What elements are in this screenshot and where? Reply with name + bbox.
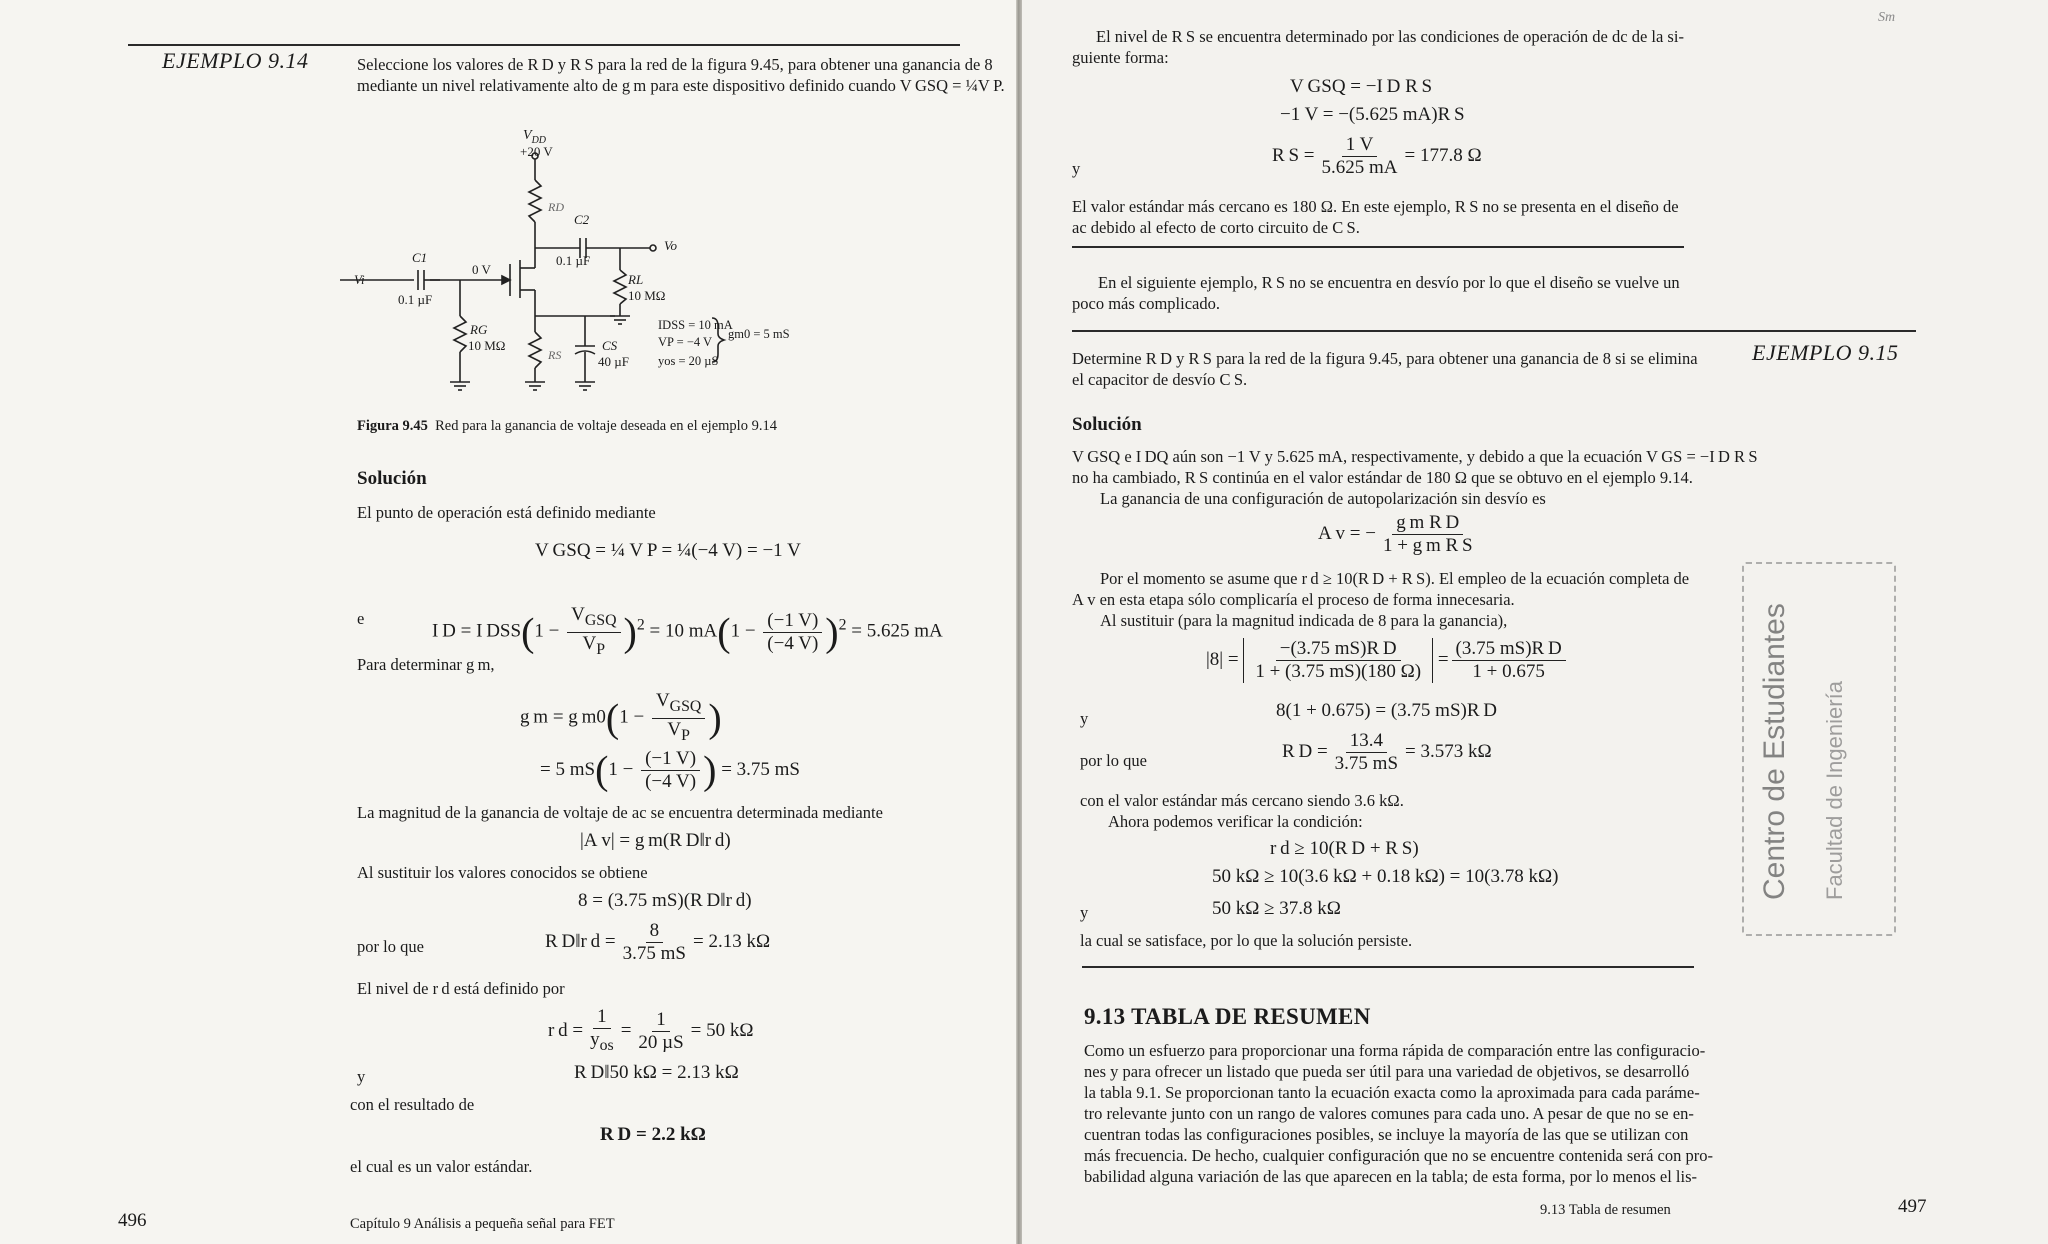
- left-p1: El punto de operación está definido mediante: [357, 503, 656, 522]
- stamp-text-2: Facultad de Ingeniería: [1822, 681, 1847, 900]
- c1-value: 0.1 µF: [398, 292, 433, 307]
- figure-caption: Figura 9.45 Red para la ganancia de voltaje deseada en el ejemplo 9.14: [357, 418, 777, 434]
- left-p4: Al sustituir los valores conocidos se obtiene: [357, 863, 648, 882]
- right-p7b: Ahora podemos verificar la condición:: [1108, 812, 1363, 831]
- right-p7a: con el valor estándar más cercano siendo 3.6 kΩ.: [1080, 791, 1404, 810]
- right-p1a: El nivel de R S se encuentra determinado por las condiciones de operación de dc de la si-: [1096, 27, 1684, 46]
- c2-value: 0.1 µF: [556, 253, 591, 268]
- right-p3b: poco más complicado.: [1072, 294, 1221, 313]
- eq-vgsq: V GSQ = ¼ V P = ¼(−4 V) = −1 V: [535, 540, 801, 561]
- summary-line-5: cuentran todas las configuraciones posibles, se incluye la mayoría de las que se utilizan con: [1084, 1125, 1689, 1144]
- summary-line-4: tro relevante junto con un rango de valores comunes para cada uno. A pesar de que no se en-: [1084, 1104, 1694, 1123]
- eq-sub-8: 8 = (3.75 mS)(R D‖r d): [578, 890, 752, 911]
- eq-rd-rd: R D‖r d = $\frac{8}{3.75 mS}$ = 2.13 kΩ: [545, 920, 771, 964]
- example-label-9-14: EJEMPLO 9.14: [162, 48, 309, 73]
- eq-8-sub: 8(1 + 0.675) = (3.75 mS)R D: [1276, 700, 1498, 721]
- eq-gm-formula: g m = g m0(1 − $\frac{V_{GSQ}}{V_P}$ ): [520, 690, 722, 744]
- eq-rd-value: R D = $\frac{13.4}{3.75 mS}$ = 3.573 kΩ: [1282, 730, 1492, 774]
- intro-line-1: Seleccione los valores de R D y R S para la red de la figura 9.45, para obtener una ganancia de 8: [357, 55, 993, 74]
- c2-label: C2: [574, 212, 590, 227]
- section-title-9-13: 9.13 TABLA DE RESUMEN: [1084, 1004, 1371, 1029]
- rd-label: RD: [548, 200, 564, 214]
- rule-2: [1072, 330, 1916, 332]
- page-number-left: 496: [118, 1210, 147, 1231]
- right-p1b: guiente forma:: [1072, 48, 1169, 67]
- eq-condition-sub: 50 kΩ ≥ 10(3.6 kΩ + 0.18 kΩ) = 10(3.78 kΩ): [1212, 866, 1559, 887]
- eq-rd-result: R D = 2.2 kΩ: [600, 1124, 706, 1145]
- summary-line-3: la tabla 9.1. Se proporcionan tanto la ecuación exacta como la aproximada para cada paráme-: [1084, 1083, 1700, 1102]
- eq-gm-value: = 5 mS(1 − $\frac{(-1 V)}{(-4 V)}$ ) = 3.75 mS: [540, 747, 800, 793]
- gm0-spec: gm0 = 5 mS: [728, 327, 790, 341]
- intro-line-2: mediante un nivel relativamente alto de g m para este dispositivo definido cuando V GSQ = ¼V P.: [357, 76, 1005, 95]
- left-p3: La magnitud de la ganancia de voltaje de ac se encuentra determinada mediante: [357, 803, 883, 822]
- summary-line-1: Como un esfuerzo para proporcionar una forma rápida de comparación entre las configuracio-: [1084, 1041, 1706, 1060]
- yos-spec: yos = 20 µS: [658, 354, 719, 368]
- left-p7: el cual es un valor estándar.: [350, 1157, 533, 1176]
- left-p2: Para determinar g m,: [357, 655, 495, 674]
- right-y-label-1: y: [1072, 159, 1081, 178]
- right-p5b: no ha cambiado, R S continúa en el valor estándar de 180 Ω que se obtuvo en el ejemplo 9.14.: [1072, 468, 1693, 487]
- eq-condition-result: 50 kΩ ≥ 37.8 kΩ: [1212, 898, 1341, 919]
- eq-vgsq-rs: V GSQ = −I D R S: [1290, 76, 1433, 97]
- right-p3a: En el siguiente ejemplo, R S no se encuentra en desvío por lo que el diseño se vuelve un: [1098, 273, 1680, 292]
- c1-label: C1: [412, 250, 428, 265]
- rl-label: RL: [628, 272, 644, 287]
- solution-heading-9-14: Solución: [357, 468, 427, 489]
- cs-label: CS: [602, 338, 618, 353]
- right-p6c: Al sustituir (para la magnitud indicada de 8 para la ganancia),: [1100, 611, 1508, 630]
- eq-rs-value: R S = $\frac{1 V}{5.625 mA}$ = 177.8 Ω: [1272, 134, 1482, 178]
- left-p5: El nivel de r d está definido por: [357, 979, 565, 998]
- eq-condition: r d ≥ 10(R D + R S): [1270, 838, 1419, 859]
- left-porlo: por lo que: [357, 937, 424, 956]
- rule-1: [1072, 246, 1684, 248]
- eq-rd-parallel: R D‖50 kΩ = 2.13 kΩ: [574, 1062, 739, 1083]
- right-p8: la cual se satisface, por lo que la solución persiste.: [1080, 931, 1413, 950]
- page-number-right: 497: [1898, 1196, 1927, 1217]
- eq-av-magnitude: |A v| = g m(R D‖r d): [580, 830, 731, 851]
- right-p4b: el capacitor de desvío C S.: [1072, 370, 1248, 389]
- right-p2a: El valor estándar más cercano es 180 Ω. En este ejemplo, R S no se presenta en el diseño de: [1072, 197, 1679, 216]
- rule-3: [1082, 966, 1694, 968]
- rg-label: RG: [470, 322, 488, 337]
- corner-mark: Sm: [1878, 10, 1896, 25]
- rl-value: 10 MΩ: [628, 288, 666, 303]
- right-y-label-2: y: [1080, 709, 1089, 728]
- eq-av-unbypassed: A v = − $\frac{\text{g m R D}}{\text{1 + g m R S}}$: [1318, 512, 1473, 556]
- e-label: e: [357, 609, 365, 628]
- right-porlo: por lo que: [1080, 751, 1147, 770]
- eq-rd: r d = $\frac{1}{y_{os}}$ = $\frac{1}{\text{20 µS}}$ = 50 kΩ: [548, 1006, 754, 1054]
- left-p6: con el resultado de: [350, 1095, 475, 1114]
- right-p4a: Determine R D y R S para la red de la figura 9.45, para obtener una ganancia de 8 si se elimina: [1072, 349, 1698, 368]
- top-rule-left: [128, 44, 960, 46]
- right-p6b: A v en esta etapa sólo complicaría el proceso de forma innecesaria.: [1072, 590, 1515, 609]
- vi-label: Vi: [354, 272, 365, 287]
- vo-label: Vo: [664, 238, 677, 253]
- right-p5a: V GSQ e I DQ aún son −1 V y 5.625 mA, respectivamente, y debido a que la ecuación V GS = −I D R S: [1072, 447, 1758, 466]
- footer-right: 9.13 Tabla de resumen: [1540, 1202, 1671, 1218]
- idss-spec: IDSS = 10 mA: [658, 318, 733, 332]
- vdd-value: +20 V: [520, 144, 553, 159]
- summary-line-6: más frecuencia. De hecho, cualquier configuración que no se encuentre contenida será con pro-: [1084, 1146, 1713, 1165]
- vp-spec: VP = −4 V: [658, 335, 713, 349]
- cs-value: 40 µF: [598, 354, 629, 369]
- gate-voltage: 0 V: [472, 262, 491, 277]
- stamp-text-1: Centro de Estudiantes: [1758, 603, 1791, 900]
- right-p5c: La ganancia de una configuración de autopolarización sin desvío es: [1100, 489, 1546, 508]
- eq-gain-8: |8| = $\frac{\text{−(3.75 mS)R D}}{1 + (3.75 mS)(180 \Omega)}$ = $\frac{\text{(3.75 mS)R D}}{1 + 0.675}$: [1206, 638, 1569, 683]
- solution-heading-9-15: Solución: [1072, 414, 1142, 435]
- right-p6a: Por el momento se asume que r d ≥ 10(R D + R S). El empleo de la ecuación completa de: [1100, 569, 1690, 588]
- rs-label: RS: [548, 348, 562, 362]
- summary-line-2: nes y para ofrecer un listado que pueda ser útil para una variedad de objetivos, se desarrolló: [1084, 1062, 1690, 1081]
- example-label-9-15: EJEMPLO 9.15: [1752, 340, 1899, 365]
- left-y-label: y: [357, 1067, 366, 1086]
- rg-value: 10 MΩ: [468, 338, 506, 353]
- vdd-label: $V_{DD}$: [523, 128, 547, 146]
- footer-left: Capítulo 9 Análisis a pequeña señal para FET: [350, 1216, 615, 1232]
- right-p2b: ac debido al efecto de corto circuito de C S.: [1072, 218, 1360, 237]
- eq-rs-sub: −1 V = −(5.625 mA)R S: [1280, 104, 1465, 125]
- right-y-label-3: y: [1080, 903, 1089, 922]
- summary-line-7: babilidad alguna variación de las que aparecen en la tabla; de esta forma, por lo menos el lis-: [1084, 1167, 1698, 1186]
- eq-id: I D = I DSS(1 − $\frac{V_{GSQ}}{V_P}$ )$^2$ = 10 mA(1 − $\frac{(-1 V)}{(-4 V)}$ )$^2$ = 5.625 mA: [432, 604, 943, 658]
